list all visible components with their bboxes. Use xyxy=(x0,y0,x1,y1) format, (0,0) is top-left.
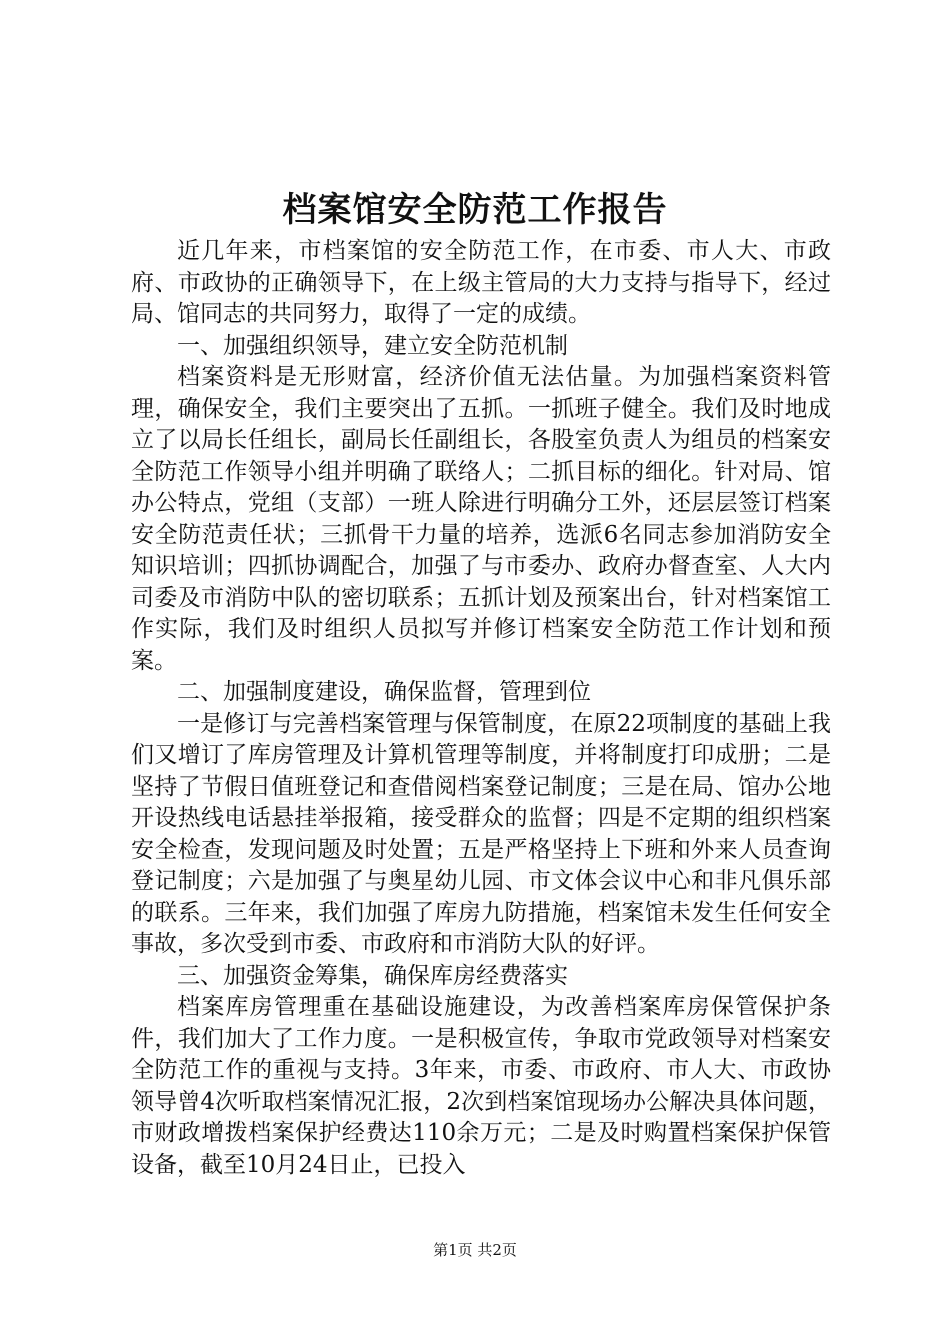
intro-paragraph: 近几年来，市档案馆的安全防范工作，在市委、市人大、市政府、市政协的正确领导下，在上级主管局的大力支持与指导下，经过局、馆同志的共同努力，取得了一定的成绩。 xyxy=(131,238,831,327)
section-1-paragraph: 档案资料是无形财富，经济价值无法估量。为加强档案资料管理，确保安全，我们主要突出了五抓。一抓班子健全。我们及时地成立了以局长任组长，副局长任副组长，各股室负责人为组员的档案安全防范工作领导小组并明确了联络人；二抓目标的细化。针对局、馆办公特点，党组（支部）一班人除进行明确分工外，还层层签订档案安全防范责任状；三抓骨干力量的培养，选派6名同志参加消防安全知识培训；四抓协调配合，加强了与市委办、政府办督查室、人大内司委及市消防中队的密切联系；五抓计划及预案出台，针对档案馆工作实际，我们及时组织人员拟写并修订档案安全防范工作计划和预案。 xyxy=(131,364,831,674)
page-title: 档案馆安全防范工作报告 xyxy=(282,190,668,230)
document-body xyxy=(131,236,831,1181)
section-heading-1: 一、加强组织领导，建立安全防范机制 xyxy=(177,332,568,359)
section-heading-3: 三、加强资金筹集，确保库房经费落实 xyxy=(177,962,568,989)
section-heading-2: 二、加强制度建设，确保监督，管理到位 xyxy=(177,679,591,705)
section-2-paragraph: 一是修订与完善档案管理与保管制度，在原22项制度的基础上我们又增订了库房管理及计算机管理等制度，并将制度打印成册；二是坚持了节假日值班登记和查借阅档案登记制度；三是在局、馆办公地开设热线电话悬挂举报箱，接受群众的监督；四是不定期的组织档案安全检查，发现问题及时处置；五是严格坚持上下班和外来人员查询登记制度；六是加强了与奥星幼儿园、市文体会议中心和非凡俱乐部的联系。三年来，我们加强了库房九防措施，档案馆未发生任何安全事故，多次受到市委、市政府和市消防大队的好评。 xyxy=(131,710,831,957)
section-3-paragraph: 档案库房管理重在基础设施建设，为改善档案库房保管保护条件，我们加大了工作力度。一是积极宣传，争取市党政领导对档案安全防范工作的重视与支持。3年来，市委、市政府、市人大、市政协领导曾4次听取档案情况汇报，2次到档案馆现场办公解决具体问题，市财政增拨档案保护经费达110余万元；二是及时购置档案保护保管设备，截至10月24日止，已投入 xyxy=(131,994,831,1178)
page-number-footer: 第1页 共2页 xyxy=(433,1241,517,1259)
